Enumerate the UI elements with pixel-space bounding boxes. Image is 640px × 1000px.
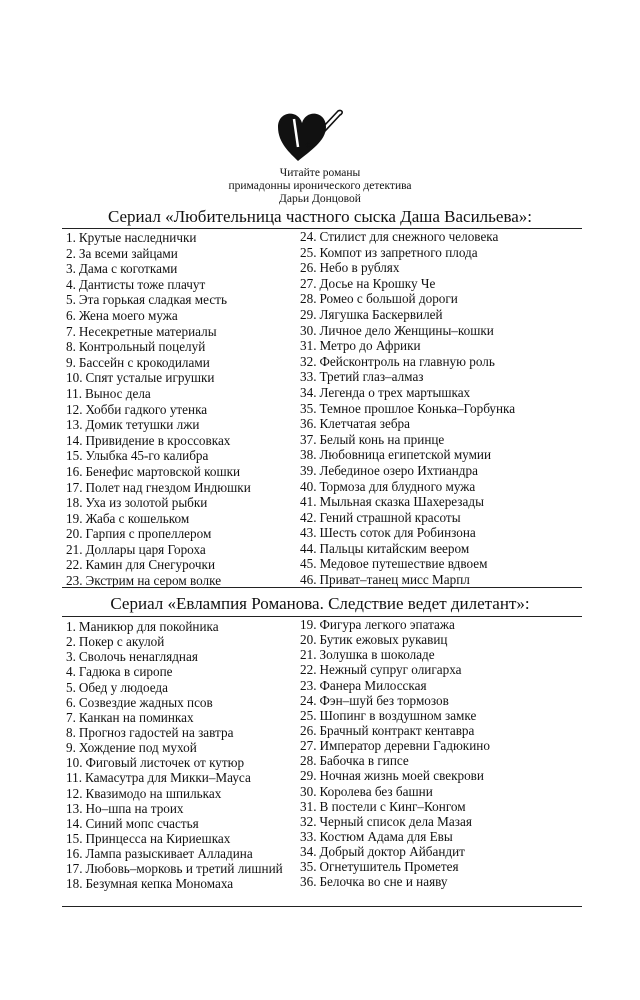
- book-list-item: [66, 755, 298, 770]
- book-title: Лягушка Баскервилей: [319, 306, 443, 322]
- book-title: В постели с Кинг–Конгом: [319, 798, 466, 814]
- book-title: Хождение под мухой: [78, 740, 197, 756]
- book-list-item: [300, 859, 580, 874]
- book-title: Тормоза для блудного мужа: [319, 478, 476, 494]
- book-number: 35.: [300, 859, 317, 875]
- book-number: 21.: [300, 647, 317, 663]
- book-title: Привидение в кроссовках: [85, 432, 231, 448]
- book-title: Жаба с кошельком: [85, 510, 190, 526]
- book-number: 31.: [300, 798, 317, 814]
- book-number: 18.: [66, 876, 83, 892]
- book-title: Фейсконтроль на главную роль: [319, 353, 495, 369]
- book-title: Безумная кепка Мономаха: [85, 876, 234, 892]
- book-title: Экстрим на сером волке: [85, 573, 222, 589]
- book-number: 4.: [66, 276, 76, 292]
- book-number: 1.: [66, 619, 76, 634]
- book-list-item: [66, 480, 296, 496]
- book-list-item: [300, 723, 580, 738]
- book-list-item: [300, 463, 580, 479]
- book-number: 34.: [300, 844, 317, 860]
- book-title: Легенда о трех мартышках: [319, 384, 471, 400]
- book-title: Дантисты тоже плачут: [78, 276, 206, 292]
- book-title: Клетчатая зебра: [319, 416, 410, 432]
- book-title: Полет над гнездом Индюшки: [85, 479, 251, 495]
- book-title: Но–шпа на троих: [85, 800, 184, 816]
- book-title: Ночная жизнь моей свекрови: [319, 768, 484, 784]
- book-list-item: [300, 510, 580, 526]
- book-list-item: [66, 619, 298, 634]
- book-number: 15.: [66, 830, 83, 846]
- intro-line: Читайте романы: [279, 167, 361, 179]
- book-number: 43.: [300, 525, 317, 541]
- book-list-item: [66, 526, 296, 542]
- book-list-item: [300, 647, 580, 662]
- book-title: Обед у людоеда: [78, 679, 168, 695]
- book-list-item: [66, 292, 296, 308]
- book-title: Сволочь ненаглядная: [78, 649, 198, 665]
- book-title: Жена моего мужа: [78, 307, 178, 323]
- book-number: 28.: [300, 753, 317, 769]
- book-list-item: [300, 479, 580, 495]
- book-list-item: [66, 680, 298, 695]
- book-list-item: [66, 557, 296, 573]
- book-number: 17.: [66, 861, 83, 877]
- book-title: Несекретные материалы: [78, 323, 217, 339]
- book-list-item: [300, 693, 580, 708]
- book-title: Фигура легкого эпатажа: [319, 617, 455, 632]
- book-title: Королева без башни: [319, 783, 433, 799]
- book-number: 23.: [300, 677, 317, 693]
- book-list-item: [300, 447, 580, 463]
- book-list-item: [66, 786, 298, 801]
- book-title: Дама с коготками: [78, 261, 178, 277]
- book-list-item: [300, 617, 580, 632]
- book-number: 8.: [66, 339, 76, 355]
- book-number: 27.: [300, 738, 317, 754]
- book-list-item: [300, 572, 580, 588]
- book-number: 36.: [300, 416, 317, 432]
- series-1-left-column: [66, 230, 296, 589]
- book-title: Фанера Милосская: [319, 677, 427, 693]
- book-number: 27.: [300, 275, 317, 291]
- book-number: 24.: [300, 229, 317, 244]
- book-title: Созвездие жадных псов: [78, 694, 213, 710]
- book-list-item: [300, 229, 580, 245]
- book-list-item: [300, 416, 580, 432]
- book-title: Золушка в шоколаде: [319, 647, 435, 663]
- book-title: Медовое путешествие вдвоем: [319, 556, 488, 572]
- book-title: Любовница египетской мумии: [319, 447, 492, 463]
- book-title: Крутые наследнички: [78, 230, 197, 245]
- book-list-item: [300, 323, 580, 339]
- book-list-item: [300, 525, 580, 541]
- book-number: 14.: [66, 432, 83, 448]
- book-list-item: [300, 354, 580, 370]
- book-title: Маникюр для покойника: [78, 619, 219, 634]
- book-number: 3.: [66, 261, 76, 277]
- book-number: 20.: [300, 632, 317, 648]
- book-title: Ромео с большой дороги: [319, 291, 458, 307]
- book-title: Приват–танец мисс Марпл: [319, 572, 470, 588]
- book-number: 1.: [66, 230, 76, 245]
- book-list-item: [66, 846, 298, 861]
- book-title: Бутик ежовых рукавиц: [319, 632, 448, 648]
- book-title: Спят усталые игрушки: [85, 370, 215, 386]
- book-title: Белый конь на принце: [319, 431, 445, 447]
- book-number: 13.: [66, 417, 83, 433]
- book-number: 13.: [66, 800, 83, 816]
- book-number: 46.: [300, 572, 317, 588]
- book-list-item: [300, 814, 580, 829]
- book-list-item: [300, 784, 580, 799]
- book-number: 30.: [300, 322, 317, 338]
- book-number: 28.: [300, 291, 317, 307]
- book-list-item: [66, 433, 296, 449]
- book-title: Стилист для снежного человека: [319, 229, 499, 244]
- book-number: 45.: [300, 556, 317, 572]
- book-title: Шопинг в воздушном замке: [319, 707, 477, 723]
- book-number: 15.: [66, 448, 83, 464]
- book-title: Фэн–шуй без тормозов: [319, 692, 449, 708]
- book-list-item: [300, 753, 580, 768]
- book-title: Квазимодо на шпильках: [85, 785, 222, 801]
- book-list-item: [300, 678, 580, 693]
- series-1-title: Сериал «Любительница частного сыска Даша Васильева»:: [107, 207, 533, 226]
- book-list-item: [300, 844, 580, 859]
- book-list-item: [66, 324, 296, 340]
- book-number: 31.: [300, 338, 317, 354]
- book-list-item: [66, 511, 296, 527]
- book-title: Бассейн с крокодилами: [78, 354, 210, 370]
- book-number: 29.: [300, 306, 317, 322]
- book-title: Бабочка в гипсе: [319, 753, 409, 769]
- book-title: Принцесса на Кириешках: [85, 830, 231, 846]
- book-list-item: [300, 874, 580, 889]
- book-number: 7.: [66, 709, 76, 725]
- book-number: 36.: [300, 874, 317, 890]
- series-2-right-column: [300, 617, 580, 890]
- book-title: Пальцы китайским веером: [319, 540, 470, 556]
- book-number: 19.: [300, 617, 317, 632]
- book-title: Домик тетушки лжи: [85, 417, 200, 433]
- book-list-item: [66, 876, 298, 891]
- book-title: Гадюка в сиропе: [78, 664, 173, 680]
- book-list-item: [66, 448, 296, 464]
- book-number: 24.: [300, 692, 317, 708]
- book-title: Мыльная сказка Шахерезады: [319, 494, 484, 510]
- book-list-item: [300, 260, 580, 276]
- book-title: Брачный контракт кентавра: [319, 722, 475, 738]
- book-number: 21.: [66, 541, 83, 557]
- book-number: 2.: [66, 245, 76, 261]
- book-list-item: [66, 308, 296, 324]
- book-title: Император деревни Гадюкино: [319, 738, 490, 754]
- book-list-item: [300, 338, 580, 354]
- book-number: 39.: [300, 462, 317, 478]
- book-list-item: [300, 432, 580, 448]
- book-list-item: [300, 708, 580, 723]
- book-list-item: [66, 573, 296, 589]
- book-list-item: [66, 246, 296, 262]
- book-number: 26.: [300, 260, 317, 276]
- book-title: Доллары царя Гороха: [85, 541, 206, 557]
- book-number: 4.: [66, 664, 76, 680]
- book-list-item: [66, 740, 298, 755]
- book-number: 16.: [66, 463, 83, 479]
- book-number: 10.: [66, 370, 83, 386]
- book-list-item: [300, 494, 580, 510]
- book-number: 20.: [66, 526, 83, 542]
- book-number: 11.: [66, 770, 82, 786]
- book-number: 32.: [300, 813, 317, 829]
- book-list-item: [300, 768, 580, 783]
- book-number: 38.: [300, 447, 317, 463]
- book-title: Канкан на поминках: [78, 709, 194, 725]
- book-number: 40.: [300, 478, 317, 494]
- book-list-item: [300, 276, 580, 292]
- book-title: Огнетушитель Прометея: [319, 859, 459, 875]
- book-list-item: [300, 307, 580, 323]
- book-title: Компот из запретного плода: [319, 244, 478, 260]
- book-number: 29.: [300, 768, 317, 784]
- book-title: Хобби гадкого утенка: [85, 401, 208, 417]
- book-list-item: [66, 277, 296, 293]
- book-title: Нежный супруг олигарха: [319, 662, 462, 678]
- book-title: Эта горькая сладкая месть: [78, 292, 227, 308]
- book-number: 19.: [66, 510, 83, 526]
- book-number: 12.: [66, 401, 83, 417]
- book-number: 34.: [300, 384, 317, 400]
- book-number: 16.: [66, 846, 83, 862]
- book-title: Добрый доктор Айбандит: [319, 844, 465, 860]
- series-2-left-column: [66, 619, 298, 892]
- book-title: Досье на Крошку Че: [319, 275, 436, 291]
- book-list-item: [66, 634, 298, 649]
- book-list-item: [66, 261, 296, 277]
- book-number: 25.: [300, 707, 317, 723]
- book-number: 12.: [66, 785, 83, 801]
- book-list-item: [300, 541, 580, 557]
- book-title: Уха из золотой рыбки: [85, 495, 208, 511]
- book-title: Бенефис мартовской кошки: [85, 463, 241, 479]
- book-number: 44.: [300, 540, 317, 556]
- book-list-item: [66, 710, 298, 725]
- book-list-item: [66, 816, 298, 831]
- book-title: Гений страшной красоты: [319, 509, 461, 525]
- book-list-item: [66, 355, 296, 371]
- book-title: Небо в рублях: [319, 260, 400, 276]
- book-title: Белочка во сне и наяву: [319, 874, 448, 890]
- book-number: 17.: [66, 479, 83, 495]
- book-list-item: [66, 801, 298, 816]
- book-list-item: [300, 662, 580, 677]
- heart-safety-pin-logo-icon: [268, 103, 344, 163]
- book-title: Синий мопс счастья: [85, 815, 199, 831]
- book-list-item: [300, 829, 580, 844]
- book-number: 26.: [300, 722, 317, 738]
- book-number: 42.: [300, 509, 317, 525]
- book-list-item: [300, 385, 580, 401]
- book-number: 33.: [300, 369, 317, 385]
- book-number: 35.: [300, 400, 317, 416]
- book-title: Камасутра для Микки–Мауса: [85, 770, 251, 786]
- book-title: Контрольный поцелуй: [78, 339, 206, 355]
- book-list-item: [66, 339, 296, 355]
- book-list-item: [66, 495, 296, 511]
- book-list-item: [66, 230, 296, 246]
- book-title: Личное дело Женщины–кошки: [319, 322, 494, 338]
- book-number: 8.: [66, 724, 76, 740]
- book-title: Любовь–морковь и третий лишний: [85, 861, 283, 877]
- book-number: 9.: [66, 354, 76, 370]
- book-number: 2.: [66, 634, 76, 650]
- series-1-right-column: [300, 229, 580, 588]
- book-list-item: [300, 369, 580, 385]
- book-title: Покер с акулой: [78, 634, 165, 650]
- book-number: 37.: [300, 431, 317, 447]
- book-list-item: [66, 417, 296, 433]
- book-number: 22.: [300, 662, 317, 678]
- book-title: Темное прошлое Конька–Горбунка: [319, 400, 516, 416]
- book-title: Вынос дела: [85, 385, 151, 401]
- book-number: 11.: [66, 385, 82, 401]
- book-number: 10.: [66, 755, 83, 771]
- book-title: Камин для Снегурочки: [85, 557, 216, 573]
- book-number: 23.: [66, 573, 83, 589]
- book-title: Прогноз гадостей на завтра: [78, 724, 234, 740]
- book-list-item: [66, 370, 296, 386]
- book-number: 41.: [300, 494, 317, 510]
- book-title: Улыбка 45-го калибра: [85, 448, 209, 464]
- book-title: Фиговый листочек от кутюр: [85, 755, 245, 771]
- book-list-item: [300, 291, 580, 307]
- book-number: 3.: [66, 649, 76, 665]
- book-number: 25.: [300, 244, 317, 260]
- book-title: Шесть соток для Робинзона: [319, 525, 476, 541]
- book-list-item: [66, 831, 298, 846]
- series-2-title: Сериал «Евлампия Романова. Следствие ведет дилетант»:: [110, 594, 530, 613]
- book-number: 7.: [66, 323, 76, 339]
- book-list-item: [300, 401, 580, 417]
- book-list-item: [300, 738, 580, 753]
- intro-line: примадонны иронического детектива: [228, 180, 412, 192]
- book-number: 33.: [300, 828, 317, 844]
- book-number: 5.: [66, 292, 76, 308]
- book-number: 5.: [66, 679, 76, 695]
- book-list-item: [66, 861, 298, 876]
- book-title: Гарпия с пропеллером: [85, 526, 212, 542]
- book-number: 30.: [300, 783, 317, 799]
- intro-line: Дарьи Донцовой: [279, 193, 361, 205]
- book-number: 9.: [66, 740, 76, 756]
- book-title: Черный список дела Мазая: [319, 813, 472, 829]
- book-list-item: [300, 245, 580, 261]
- book-title: Лампа разыскивает Алладина: [85, 846, 253, 862]
- book-list-item: [66, 770, 298, 785]
- book-number: 14.: [66, 815, 83, 831]
- book-title: Метро до Африки: [319, 338, 421, 354]
- book-title: Лебединое озеро Ихтиандра: [319, 462, 478, 478]
- book-title: За всеми зайцами: [78, 245, 178, 261]
- book-number: 22.: [66, 557, 83, 573]
- book-list-item: [66, 649, 298, 664]
- book-title: Третий глаз–алмаз: [319, 369, 424, 385]
- book-number: 6.: [66, 694, 76, 710]
- book-list-item: [300, 632, 580, 647]
- book-title: Костюм Адама для Евы: [319, 828, 453, 844]
- book-list-item: [66, 695, 298, 710]
- book-list-item: [66, 725, 298, 740]
- book-list-item: [300, 799, 580, 814]
- book-list-item: [66, 542, 296, 558]
- book-list-item: [66, 664, 298, 679]
- book-number: 32.: [300, 353, 317, 369]
- book-list-item: [300, 556, 580, 572]
- book-number: 6.: [66, 307, 76, 323]
- book-list-item: [66, 464, 296, 480]
- book-number: 18.: [66, 495, 83, 511]
- book-list-item: [66, 402, 296, 418]
- book-list-item: [66, 386, 296, 402]
